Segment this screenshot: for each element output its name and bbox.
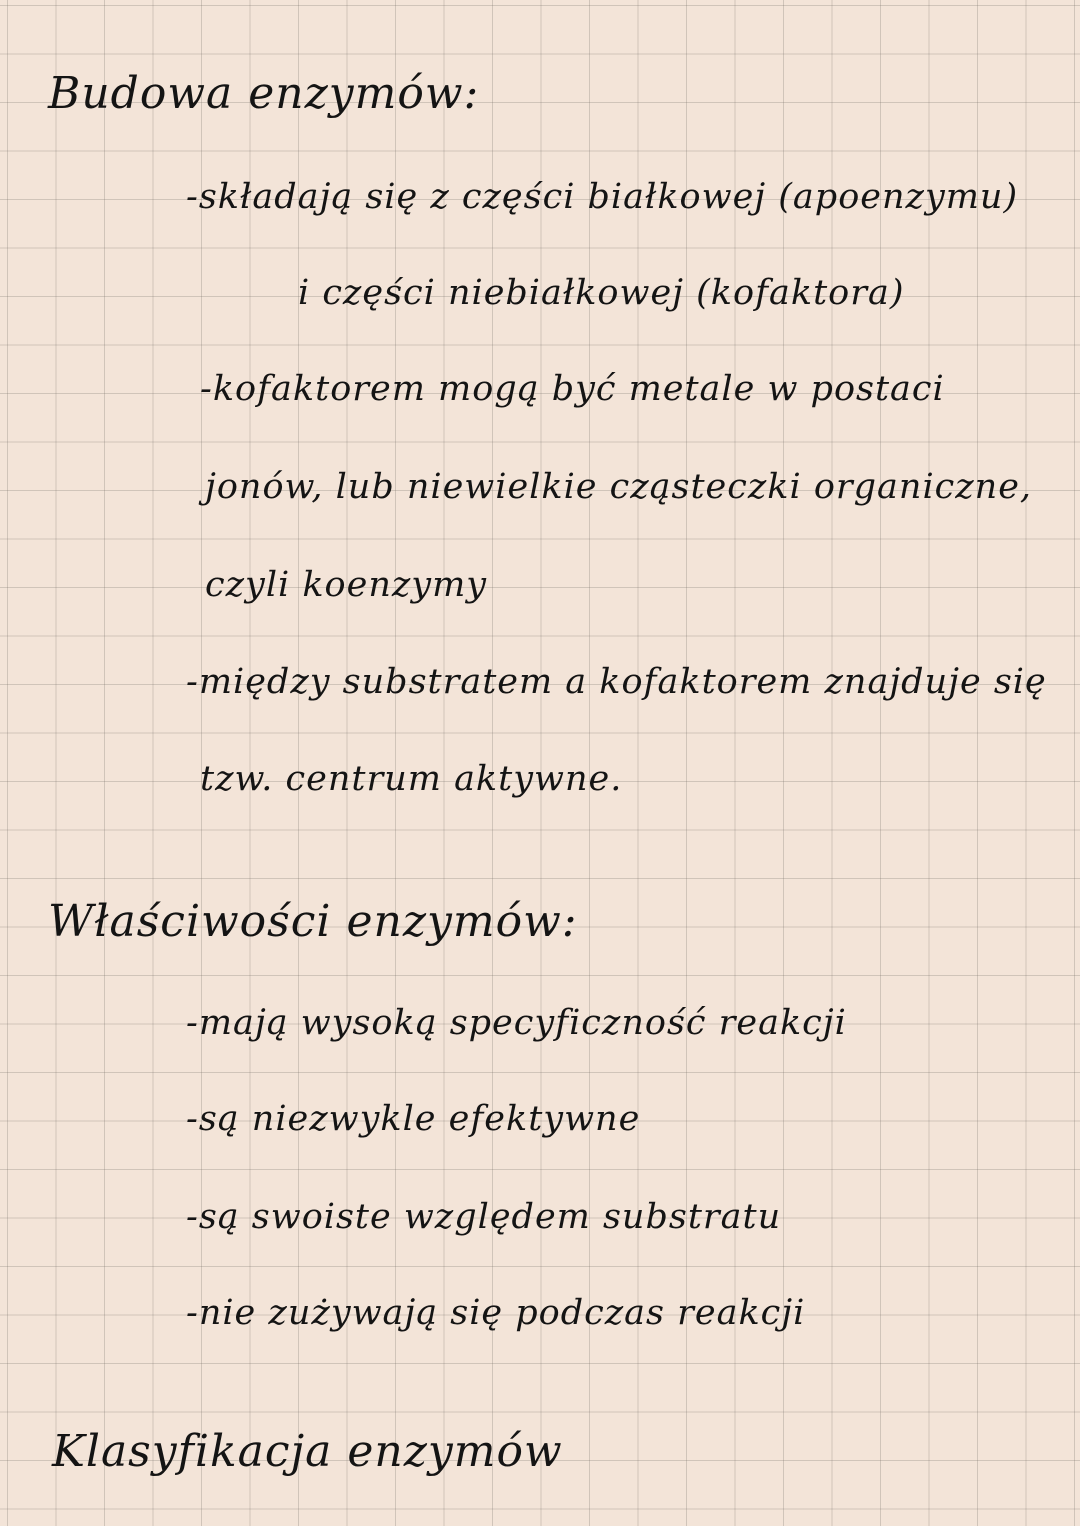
note-line: -są niezwykle efektywne [186, 1099, 641, 1139]
section-title-wlasciwosci: Właściwości enzymów: [48, 896, 578, 947]
note-line: jonów, lub niewielkie cząsteczki organiczne, [205, 467, 1033, 507]
section-title-klasyfikacja: Klasyfikacja enzymów [52, 1426, 563, 1477]
note-line: -nie zużywają się podczas reakcji [186, 1293, 806, 1333]
note-line: -są swoiste względem substratu [186, 1197, 782, 1237]
note-line: czyli koenzymy [205, 565, 488, 605]
note-line: i części niebiałkowej (kofaktora) [298, 273, 905, 313]
section-title-budowa: Budowa enzymów: [48, 68, 480, 119]
note-line: tzw. centrum aktywne. [200, 759, 623, 799]
note-line: -składają się z części białkowej (apoenzymu) [186, 177, 1019, 217]
note-line: -kofaktorem mogą być metale w postaci [200, 369, 945, 409]
note-line: -mają wysoką specyficzność reakcji [186, 1003, 847, 1043]
note-line: -między substratem a kofaktorem znajduje się [186, 662, 1047, 702]
